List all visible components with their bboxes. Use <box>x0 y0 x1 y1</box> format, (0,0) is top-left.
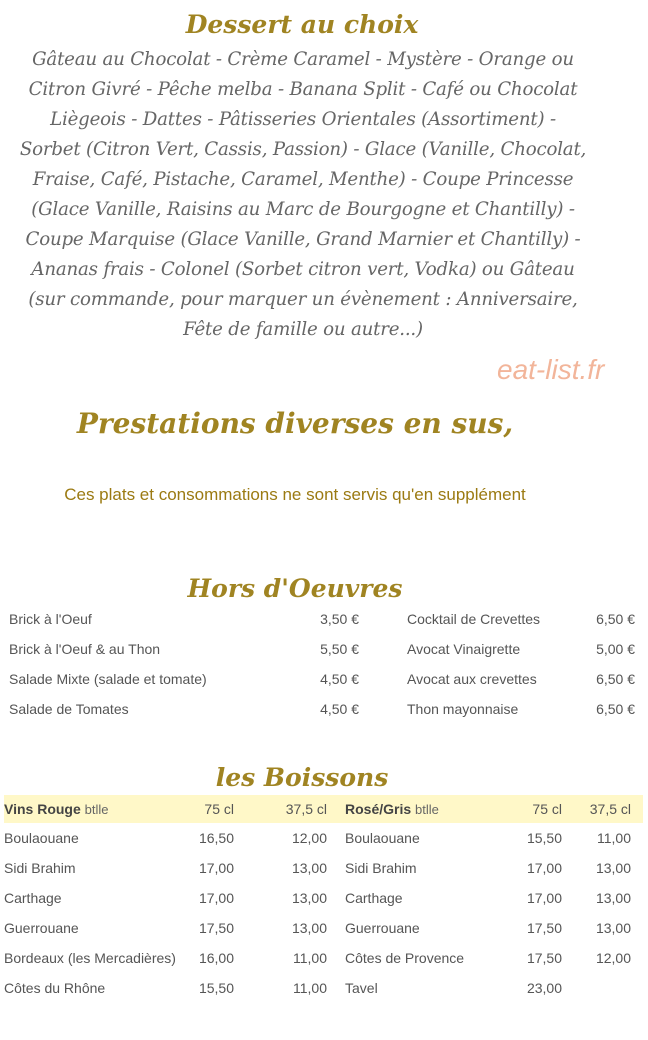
wine-price: 17,00 <box>198 890 234 906</box>
prestations-title: Prestations diverses en sus, <box>76 407 514 440</box>
wine-price: 13,00 <box>291 920 327 936</box>
dessert-description: Gâteau au Chocolat - Crème Caramel - Mystère - Orange ou Citron Givré - Pêche melba - Banana Split - Café ou Chocolat Liègeois - Dattes - Pâtisseries Orientales (Assortiment) - Sorbet (Citron Vert, Cassis, Passion) - Glace (Vanille, Chocolat, Fraise, Café, Pistache, Caramel, Menthe) - Coupe Princesse (Glace Vanille, Raisins au Marc de Bourgogne et Chantilly) - Coupe Marquise (Glace Vanille, Grand Marnier et Chantilly) - Ananas frais - Colonel (Sorbet citron vert, Vodka) ou Gâteau (sur commande, pour marquer un évènement : Anniversaire, Fête de famille ou autre...) <box>19 49 587 340</box>
wine-name: Guerrouane <box>4 920 79 936</box>
wine-name: Boulaouane <box>345 830 420 846</box>
wine-price: 11,00 <box>597 830 631 846</box>
prestations-note: Ces plats et consommations ne sont servis qu'en supplément <box>64 485 526 504</box>
column-header-rose-gris: Rosé/Gris btlle <box>345 795 510 823</box>
wine-price: 13,00 <box>595 890 631 906</box>
item-name: Salade de Tomates <box>9 701 129 717</box>
wine-price: 17,00 <box>526 860 562 876</box>
boissons-title: les Boissons <box>215 763 389 792</box>
table-row <box>9 604 641 634</box>
item-name: Salade Mixte (salade et tomate) <box>9 671 207 687</box>
table-row <box>4 823 643 853</box>
wine-price: 17,50 <box>526 920 562 936</box>
wine-price: 16,00 <box>198 950 234 966</box>
wine-name: Boulaouane <box>4 830 79 846</box>
table-row <box>4 883 643 913</box>
wine-price <box>568 973 643 1003</box>
item-price: 4,50 € <box>320 671 359 687</box>
wine-price: 12,00 <box>595 950 631 966</box>
item-name: Thon mayonnaise <box>407 701 519 717</box>
wine-price: 11,00 <box>293 950 327 966</box>
wine-price: 13,00 <box>291 890 327 906</box>
wine-name: Sidi Brahim <box>4 860 76 876</box>
item-name: Avocat Vinaigrette <box>407 641 521 657</box>
table-header-row <box>4 795 643 823</box>
wine-name: Côtes de Provence <box>345 950 465 966</box>
wine-price: 11,00 <box>293 980 327 996</box>
wine-name: Carthage <box>345 890 403 906</box>
item-price: 4,50 € <box>320 701 359 717</box>
wine-price: 13,00 <box>595 920 631 936</box>
hors-oeuvres-title: Hors d'Oeuvres <box>187 574 403 603</box>
wine-name: Côtes du Rhône <box>4 980 106 996</box>
wine-price: 23,00 <box>526 980 562 996</box>
wine-price: 15,50 <box>198 980 234 996</box>
wine-name: Tavel <box>345 980 378 996</box>
column-header-vins-rouge: Vins Rouge btlle <box>4 795 184 823</box>
wine-price: 13,00 <box>595 860 631 876</box>
table-row <box>4 943 643 973</box>
dessert-title: Dessert au choix <box>185 10 419 39</box>
table-row <box>9 634 641 664</box>
wine-name: Bordeaux (les Mercadières) <box>4 950 176 966</box>
item-price: 6,50 € <box>596 701 635 717</box>
wine-price: 17,00 <box>526 890 562 906</box>
table-row <box>9 694 641 724</box>
wine-price: 12,00 <box>291 830 327 846</box>
wine-price: 15,50 <box>526 830 562 846</box>
wine-price: 17,00 <box>198 860 234 876</box>
item-name: Cocktail de Crevettes <box>407 611 541 627</box>
wine-name: Carthage <box>4 890 62 906</box>
column-header-75cl: 75 cl <box>184 795 240 823</box>
item-price: 5,50 € <box>320 641 359 657</box>
column-header-37cl: 37,5 cl <box>240 795 345 823</box>
wine-name: Sidi Brahim <box>345 860 417 876</box>
item-price: 6,50 € <box>596 671 635 687</box>
wine-price: 13,00 <box>291 860 327 876</box>
column-header-75cl: 75 cl <box>510 795 568 823</box>
table-row <box>4 913 643 943</box>
item-name: Avocat aux crevettes <box>407 671 537 687</box>
column-header-37cl: 37,5 cl <box>568 795 643 823</box>
table-row <box>4 853 643 883</box>
item-price: 6,50 € <box>596 611 635 627</box>
hors-oeuvres-table <box>9 604 641 724</box>
table-row <box>4 973 643 1003</box>
wine-name: Guerrouane <box>345 920 420 936</box>
table-row <box>9 664 641 694</box>
wine-price: 17,50 <box>198 920 234 936</box>
item-name: Brick à l'Oeuf & au Thon <box>9 641 161 657</box>
watermark-text: eat-list.fr <box>497 354 605 385</box>
item-name: Brick à l'Oeuf <box>9 611 92 627</box>
wine-price: 17,50 <box>526 950 562 966</box>
item-price: 5,00 € <box>596 641 635 657</box>
item-price: 3,50 € <box>320 611 359 627</box>
boissons-table <box>4 795 643 1003</box>
wine-price: 16,50 <box>198 830 234 846</box>
